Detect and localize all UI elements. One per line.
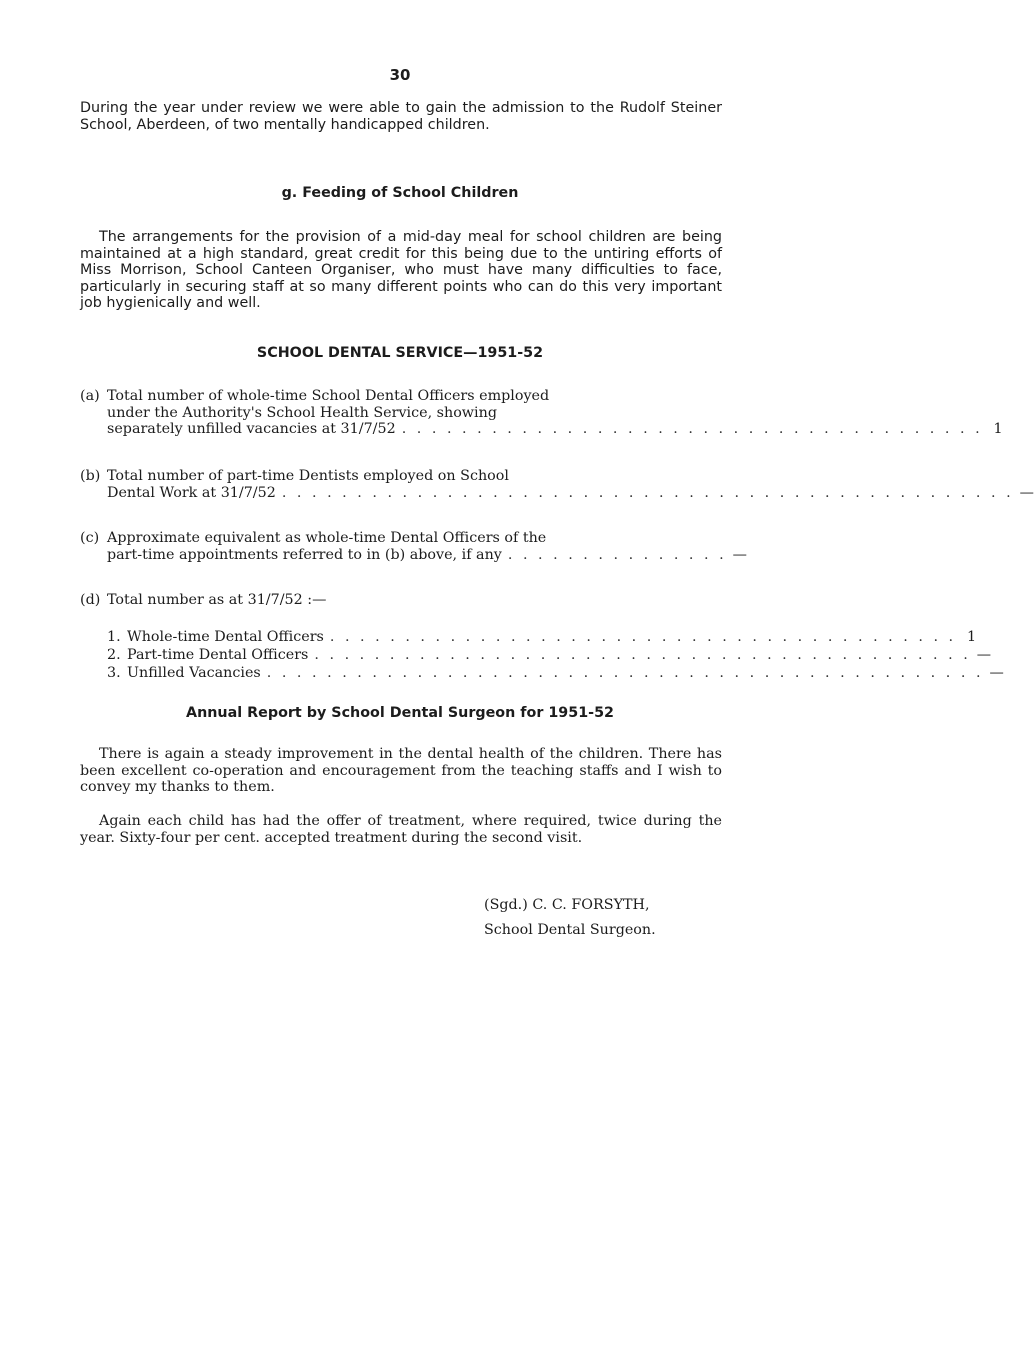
item-label: (b) [80, 468, 101, 484]
item-label: (c) [80, 530, 100, 546]
dot-leader: . . . . . . . . . . . . . . . . . . . . . . . . . . . . . . . . . . . . . . . [401, 421, 983, 437]
subitem-text: Part-time Dental Officers [127, 647, 309, 663]
dot-leader: . . . . . . . . . . . . . . . . . . . . . . . . . . . . . . . . . . . . . . . . . . . . . . . . [266, 665, 984, 681]
page-number: 30 [389, 66, 411, 84]
total-subitem [107, 665, 1004, 682]
item-line: Total number of part-time Dentists employed on School [107, 468, 509, 484]
item-line: Total number of whole-time School Dental Officers employed [107, 388, 550, 404]
dot-leader: . . . . . . . . . . . . . . . . . . . . . . . . . . . . . . . . . . . . . . . . . . [329, 629, 957, 645]
dot-leader: . . . . . . . . . . . . . . . [507, 546, 727, 563]
total-subitem [107, 647, 992, 664]
item-label: (a) [80, 388, 100, 404]
feeding-paragraph: The arrangements for the provision of a mid-day meal for school children are being maintained at a high standard, great credit for this being due to the untiring efforts of Miss Morrison, School Canteen Organiser, who must have many difficulties to face, particularly in securing staff at so many different points who can do this very important job hygienically and well. [80, 229, 722, 311]
signature-name: (Sgd.) C. C. FORSYTH, [484, 897, 650, 913]
subitem-text: Whole-time Dental Officers [127, 629, 324, 645]
annual-report-paragraph: There is again a steady improvement in the dental health of the children. There has been excellent co-operation and encouragement from the teaching staffs and I wish to convey my thanks to them. [80, 746, 722, 795]
subitem-number: 3. [107, 665, 121, 681]
dental-item-b [80, 468, 1034, 501]
item-line: Total number as at 31/7/52 :— [107, 592, 327, 608]
item-value: — [732, 546, 747, 563]
annual-report-heading: Annual Report by School Dental Surgeon for 1951-52 [186, 705, 614, 721]
annual-report-paragraph: Again each child has had the offer of treatment, where required, twice during the year. Sixty-four per cent. accepted treatment during the second visit. [80, 813, 722, 846]
feeding-heading: g. Feeding of School Children [281, 185, 519, 201]
item-line: part-time appointments referred to in (b) above, if any [107, 546, 502, 563]
dental-item-c [80, 530, 747, 563]
item-line: separately unfilled vacancies at 31/7/52 [107, 421, 396, 437]
item-line: under the Authority's School Health Service, showing [107, 404, 497, 421]
subitem-number: 2. [107, 647, 121, 663]
item-line: Dental Work at 31/7/52 [107, 484, 276, 501]
dot-leader: . . . . . . . . . . . . . . . . . . . . . . . . . . . . . . . . . . . . . . . . . . . . [314, 647, 971, 663]
subitem-value: — [976, 647, 992, 663]
item-label: (d) [80, 592, 101, 608]
item-value: — [1019, 484, 1034, 501]
item-value: 1 [993, 421, 1003, 437]
dental-item-a [80, 388, 1003, 438]
dental-item-d [80, 592, 722, 609]
subitem-number: 1. [107, 629, 121, 645]
total-subitem [107, 629, 977, 646]
subitem-text: Unfilled Vacancies [127, 665, 261, 681]
intro-paragraph: During the year under review we were able to gain the admission to the Rudolf Steiner School, Aberdeen, of two mentally handicapped children. [80, 100, 722, 133]
item-line: Approximate equivalent as whole-time Dental Officers of the [107, 530, 547, 546]
subitem-value: — [989, 665, 1004, 681]
dot-leader: . . . . . . . . . . . . . . . . . . . . . . . . . . . . . . . . . . . . . . . . . . . . . . . . . [281, 484, 1014, 501]
dental-service-heading: SCHOOL DENTAL SERVICE—1951-52 [256, 345, 544, 361]
subitem-value: 1 [966, 629, 977, 645]
signature-title: School Dental Surgeon. [484, 922, 656, 938]
